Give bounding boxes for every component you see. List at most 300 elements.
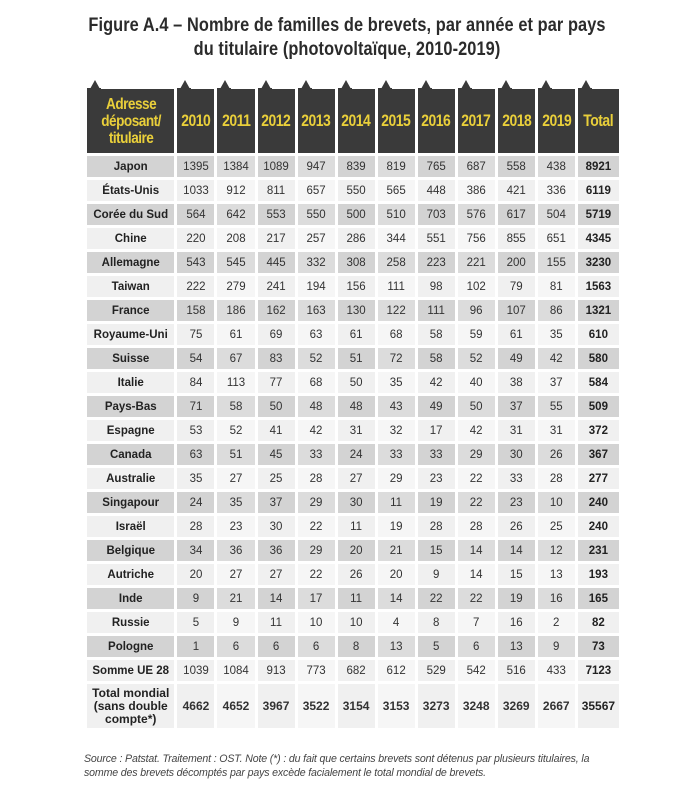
total-cell: 367 (578, 444, 619, 465)
country-cell: Japon (87, 156, 174, 177)
value-cell: 529 (418, 660, 455, 681)
value-cell: 24 (177, 492, 214, 513)
value-cell: 1 (177, 636, 214, 657)
table-row (87, 396, 619, 417)
total-cell: 240 (578, 492, 619, 513)
world-total-value-cell: 3522 (298, 684, 335, 728)
value-cell: 217 (258, 228, 295, 249)
value-cell: 50 (258, 396, 295, 417)
value-cell: 20 (338, 540, 375, 561)
total-cell: 610 (578, 324, 619, 345)
total-cell: 1321 (578, 300, 619, 321)
column-header-2010 (177, 89, 214, 153)
world-total-label-line: Total mondial (92, 685, 170, 700)
value-cell: 17 (418, 420, 455, 441)
value-cell: 53 (177, 420, 214, 441)
value-cell: 433 (538, 660, 575, 681)
country-cell: Singapour (87, 492, 174, 513)
table-row (87, 564, 619, 585)
value-cell: 220 (177, 228, 214, 249)
value-cell: 19 (378, 516, 415, 537)
country-cell: Autriche (87, 564, 174, 585)
header-line: déposant/ (100, 112, 161, 130)
value-cell: 811 (258, 180, 295, 201)
value-cell: 687 (458, 156, 495, 177)
value-cell: 8 (338, 636, 375, 657)
value-cell: 913 (258, 660, 295, 681)
value-cell: 545 (217, 252, 254, 273)
country-cell: Inde (87, 588, 174, 609)
total-cell: 165 (578, 588, 619, 609)
value-cell: 22 (458, 492, 495, 513)
total-cell: 231 (578, 540, 619, 561)
value-cell: 72 (378, 348, 415, 369)
value-cell: 35 (217, 492, 254, 513)
figure-title (49, 14, 646, 62)
country-cell: Royaume-Uni (87, 324, 174, 345)
value-cell: 71 (177, 396, 214, 417)
total-cell: 580 (578, 348, 619, 369)
total-cell: 3230 (578, 252, 619, 273)
value-cell: 542 (458, 660, 495, 681)
table-row (87, 372, 619, 393)
value-cell: 36 (258, 540, 295, 561)
value-cell: 28 (298, 468, 335, 489)
value-cell: 77 (258, 372, 295, 393)
value-cell: 912 (217, 180, 254, 201)
value-cell: 703 (418, 204, 455, 225)
value-cell: 40 (458, 372, 495, 393)
country-cell: Canada (87, 444, 174, 465)
value-cell: 258 (378, 252, 415, 273)
value-cell: 27 (258, 564, 295, 585)
header-line: Adresse (105, 95, 156, 113)
value-cell: 16 (538, 588, 575, 609)
country-cell: Pologne (87, 636, 174, 657)
world-total-label-line: compte*) (105, 711, 157, 726)
world-total-value-cell: 3967 (258, 684, 295, 728)
figure-title-line-1: Figure A.4 – Nombre de familles de brevets, par année et par pays (88, 15, 606, 36)
value-cell: 10 (538, 492, 575, 513)
value-cell: 34 (177, 540, 214, 561)
value-cell: 61 (498, 324, 535, 345)
value-cell: 200 (498, 252, 535, 273)
value-cell: 13 (378, 636, 415, 657)
value-cell: 9 (177, 588, 214, 609)
value-cell: 37 (538, 372, 575, 393)
value-cell: 553 (258, 204, 295, 225)
value-cell: 445 (258, 252, 295, 273)
table-row (87, 660, 619, 681)
value-cell: 122 (378, 300, 415, 321)
value-cell: 33 (418, 444, 455, 465)
country-cell: Taiwan (87, 276, 174, 297)
country-cell: Australie (87, 468, 174, 489)
value-cell: 163 (298, 300, 335, 321)
world-total-label-line: (sans double (93, 698, 168, 713)
value-cell: 45 (258, 444, 295, 465)
world-total-value-cell: 4652 (217, 684, 254, 728)
value-cell: 63 (177, 444, 214, 465)
country-cell: Corée du Sud (87, 204, 174, 225)
value-cell: 386 (458, 180, 495, 201)
value-cell: 28 (538, 468, 575, 489)
value-cell: 612 (378, 660, 415, 681)
value-cell: 10 (338, 612, 375, 633)
header-label: 2014 (341, 111, 371, 130)
value-cell: 1033 (177, 180, 214, 201)
value-cell: 11 (258, 612, 295, 633)
value-cell: 52 (217, 420, 254, 441)
value-cell: 58 (418, 348, 455, 369)
value-cell: 1089 (258, 156, 295, 177)
table-row (87, 180, 619, 201)
value-cell: 111 (378, 276, 415, 297)
value-cell: 31 (498, 420, 535, 441)
table-row (87, 588, 619, 609)
column-header-2013 (298, 89, 335, 153)
value-cell: 5 (177, 612, 214, 633)
value-cell: 26 (538, 444, 575, 465)
value-cell: 8 (418, 612, 455, 633)
value-cell: 1395 (177, 156, 214, 177)
table-body (87, 156, 619, 728)
value-cell: 565 (378, 180, 415, 201)
value-cell: 58 (217, 396, 254, 417)
column-header-2014 (338, 89, 375, 153)
value-cell: 6 (298, 636, 335, 657)
value-cell: 41 (258, 420, 295, 441)
value-cell: 22 (458, 588, 495, 609)
value-cell: 27 (338, 468, 375, 489)
value-cell: 68 (298, 372, 335, 393)
value-cell: 279 (217, 276, 254, 297)
value-cell: 32 (378, 420, 415, 441)
column-header-2015 (378, 89, 415, 153)
value-cell: 52 (458, 348, 495, 369)
value-cell: 29 (458, 444, 495, 465)
value-cell: 35 (538, 324, 575, 345)
value-cell: 22 (298, 516, 335, 537)
column-header-2016 (418, 89, 455, 153)
value-cell: 551 (418, 228, 455, 249)
country-cell: États-Unis (87, 180, 174, 201)
value-cell: 113 (217, 372, 254, 393)
value-cell: 26 (498, 516, 535, 537)
total-cell: 8921 (578, 156, 619, 177)
value-cell: 15 (418, 540, 455, 561)
value-cell: 42 (538, 348, 575, 369)
value-cell: 765 (418, 156, 455, 177)
value-cell: 2 (538, 612, 575, 633)
value-cell: 1384 (217, 156, 254, 177)
value-cell: 1084 (217, 660, 254, 681)
value-cell: 33 (378, 444, 415, 465)
value-cell: 550 (298, 204, 335, 225)
country-cell: Espagne (87, 420, 174, 441)
value-cell: 5 (418, 636, 455, 657)
value-cell: 83 (258, 348, 295, 369)
country-cell: France (87, 300, 174, 321)
value-cell: 10 (298, 612, 335, 633)
value-cell: 48 (338, 396, 375, 417)
value-cell: 510 (378, 204, 415, 225)
value-cell: 49 (498, 348, 535, 369)
value-cell: 130 (338, 300, 375, 321)
value-cell: 42 (458, 420, 495, 441)
value-cell: 286 (338, 228, 375, 249)
value-cell: 208 (217, 228, 254, 249)
value-cell: 16 (498, 612, 535, 633)
value-cell: 11 (378, 492, 415, 513)
value-cell: 50 (458, 396, 495, 417)
value-cell: 20 (378, 564, 415, 585)
value-cell: 344 (378, 228, 415, 249)
value-cell: 84 (177, 372, 214, 393)
value-cell: 14 (458, 564, 495, 585)
value-cell: 75 (177, 324, 214, 345)
table-row (87, 420, 619, 441)
value-cell: 61 (338, 324, 375, 345)
value-cell: 543 (177, 252, 214, 273)
world-total-grand-cell: 35567 (578, 684, 619, 728)
country-cell: Chine (87, 228, 174, 249)
header-label: 2011 (221, 111, 251, 130)
world-total-value-cell: 4662 (177, 684, 214, 728)
value-cell: 516 (498, 660, 535, 681)
value-cell: 257 (298, 228, 335, 249)
value-cell: 111 (418, 300, 455, 321)
column-header-2017 (458, 89, 495, 153)
world-total-value-cell: 3153 (378, 684, 415, 728)
value-cell: 617 (498, 204, 535, 225)
value-cell: 33 (498, 468, 535, 489)
table-row (87, 516, 619, 537)
value-cell: 30 (498, 444, 535, 465)
total-cell: 372 (578, 420, 619, 441)
value-cell: 79 (498, 276, 535, 297)
value-cell: 58 (418, 324, 455, 345)
value-cell: 20 (177, 564, 214, 585)
column-header-2019 (538, 89, 575, 153)
value-cell: 25 (258, 468, 295, 489)
value-cell: 9 (418, 564, 455, 585)
value-cell: 29 (298, 540, 335, 561)
value-cell: 86 (538, 300, 575, 321)
total-cell: 73 (578, 636, 619, 657)
value-cell: 558 (498, 156, 535, 177)
value-cell: 67 (217, 348, 254, 369)
total-cell: 277 (578, 468, 619, 489)
world-total-value-cell: 2667 (538, 684, 575, 728)
country-cell: Russie (87, 612, 174, 633)
value-cell: 9 (217, 612, 254, 633)
table-row (87, 204, 619, 225)
value-cell: 11 (338, 516, 375, 537)
value-cell: 42 (298, 420, 335, 441)
country-cell: Pays-Bas (87, 396, 174, 417)
value-cell: 50 (338, 372, 375, 393)
value-cell: 11 (338, 588, 375, 609)
value-cell: 576 (458, 204, 495, 225)
table-row (87, 492, 619, 513)
value-cell: 839 (338, 156, 375, 177)
world-total-value-cell: 3269 (498, 684, 535, 728)
value-cell: 162 (258, 300, 295, 321)
value-cell: 186 (217, 300, 254, 321)
value-cell: 14 (258, 588, 295, 609)
header-label: 2010 (181, 111, 211, 130)
value-cell: 855 (498, 228, 535, 249)
value-cell: 36 (217, 540, 254, 561)
value-cell: 6 (258, 636, 295, 657)
total-cell: 1563 (578, 276, 619, 297)
value-cell: 81 (538, 276, 575, 297)
value-cell: 22 (298, 564, 335, 585)
value-cell: 21 (217, 588, 254, 609)
table-row (87, 540, 619, 561)
value-cell: 43 (378, 396, 415, 417)
value-cell: 26 (338, 564, 375, 585)
value-cell: 14 (458, 540, 495, 561)
header-row (87, 89, 619, 153)
value-cell: 155 (538, 252, 575, 273)
value-cell: 6 (458, 636, 495, 657)
value-cell: 564 (177, 204, 214, 225)
value-cell: 336 (538, 180, 575, 201)
value-cell: 35 (378, 372, 415, 393)
table-row (87, 468, 619, 489)
table-row (87, 252, 619, 273)
value-cell: 19 (498, 588, 535, 609)
value-cell: 23 (217, 516, 254, 537)
value-cell: 28 (418, 516, 455, 537)
country-cell: Italie (87, 372, 174, 393)
value-cell: 12 (538, 540, 575, 561)
value-cell: 23 (418, 468, 455, 489)
value-cell: 28 (177, 516, 214, 537)
header-label: 2019 (541, 111, 571, 130)
value-cell: 24 (338, 444, 375, 465)
table-row (87, 612, 619, 633)
value-cell: 13 (498, 636, 535, 657)
value-cell: 13 (538, 564, 575, 585)
value-cell: 28 (458, 516, 495, 537)
value-cell: 68 (378, 324, 415, 345)
value-cell: 107 (498, 300, 535, 321)
header-label: 2013 (301, 111, 331, 130)
value-cell: 31 (338, 420, 375, 441)
table-row (87, 444, 619, 465)
value-cell: 27 (217, 468, 254, 489)
country-cell: Somme UE 28 (87, 660, 174, 681)
value-cell: 29 (378, 468, 415, 489)
total-cell: 509 (578, 396, 619, 417)
value-cell: 1039 (177, 660, 214, 681)
table-row (87, 228, 619, 249)
table-row (87, 324, 619, 345)
value-cell: 23 (498, 492, 535, 513)
value-cell: 35 (177, 468, 214, 489)
value-cell: 657 (298, 180, 335, 201)
table-row (87, 276, 619, 297)
column-header-country (87, 89, 174, 153)
value-cell: 98 (418, 276, 455, 297)
value-cell: 550 (338, 180, 375, 201)
value-cell: 15 (498, 564, 535, 585)
value-cell: 421 (498, 180, 535, 201)
table-row (87, 348, 619, 369)
value-cell: 54 (177, 348, 214, 369)
value-cell: 651 (538, 228, 575, 249)
country-cell: Allemagne (87, 252, 174, 273)
table-row (87, 636, 619, 657)
column-header-total (578, 89, 619, 153)
value-cell: 30 (258, 516, 295, 537)
column-header-2018 (498, 89, 535, 153)
header-label: 2012 (261, 111, 291, 130)
value-cell: 42 (418, 372, 455, 393)
value-cell: 17 (298, 588, 335, 609)
value-cell: 102 (458, 276, 495, 297)
value-cell: 52 (298, 348, 335, 369)
table-row (87, 156, 619, 177)
patent-families-table (84, 86, 622, 731)
world-total-value-cell: 3154 (338, 684, 375, 728)
country-cell: Belgique (87, 540, 174, 561)
value-cell: 30 (338, 492, 375, 513)
total-cell: 4345 (578, 228, 619, 249)
value-cell: 51 (217, 444, 254, 465)
value-cell: 22 (458, 468, 495, 489)
value-cell: 21 (378, 540, 415, 561)
value-cell: 55 (538, 396, 575, 417)
value-cell: 59 (458, 324, 495, 345)
value-cell: 63 (298, 324, 335, 345)
country-cell: Suisse (87, 348, 174, 369)
value-cell: 29 (298, 492, 335, 513)
total-cell: 5719 (578, 204, 619, 225)
world-total-row (87, 684, 619, 728)
total-cell: 240 (578, 516, 619, 537)
value-cell: 96 (458, 300, 495, 321)
value-cell: 61 (217, 324, 254, 345)
value-cell: 14 (378, 588, 415, 609)
value-cell: 156 (338, 276, 375, 297)
value-cell: 14 (498, 540, 535, 561)
value-cell: 332 (298, 252, 335, 273)
column-header-2011 (217, 89, 254, 153)
header-line: titulaire (108, 129, 153, 147)
value-cell: 49 (418, 396, 455, 417)
value-cell: 158 (177, 300, 214, 321)
column-header-2012 (258, 89, 295, 153)
total-cell: 193 (578, 564, 619, 585)
value-cell: 308 (338, 252, 375, 273)
value-cell: 69 (258, 324, 295, 345)
value-cell: 48 (298, 396, 335, 417)
world-total-value-cell: 3273 (418, 684, 455, 728)
value-cell: 27 (217, 564, 254, 585)
value-cell: 642 (217, 204, 254, 225)
total-cell: 7123 (578, 660, 619, 681)
value-cell: 7 (458, 612, 495, 633)
header-label: 2017 (461, 111, 491, 130)
value-cell: 6 (217, 636, 254, 657)
value-cell: 25 (538, 516, 575, 537)
value-cell: 756 (458, 228, 495, 249)
value-cell: 4 (378, 612, 415, 633)
